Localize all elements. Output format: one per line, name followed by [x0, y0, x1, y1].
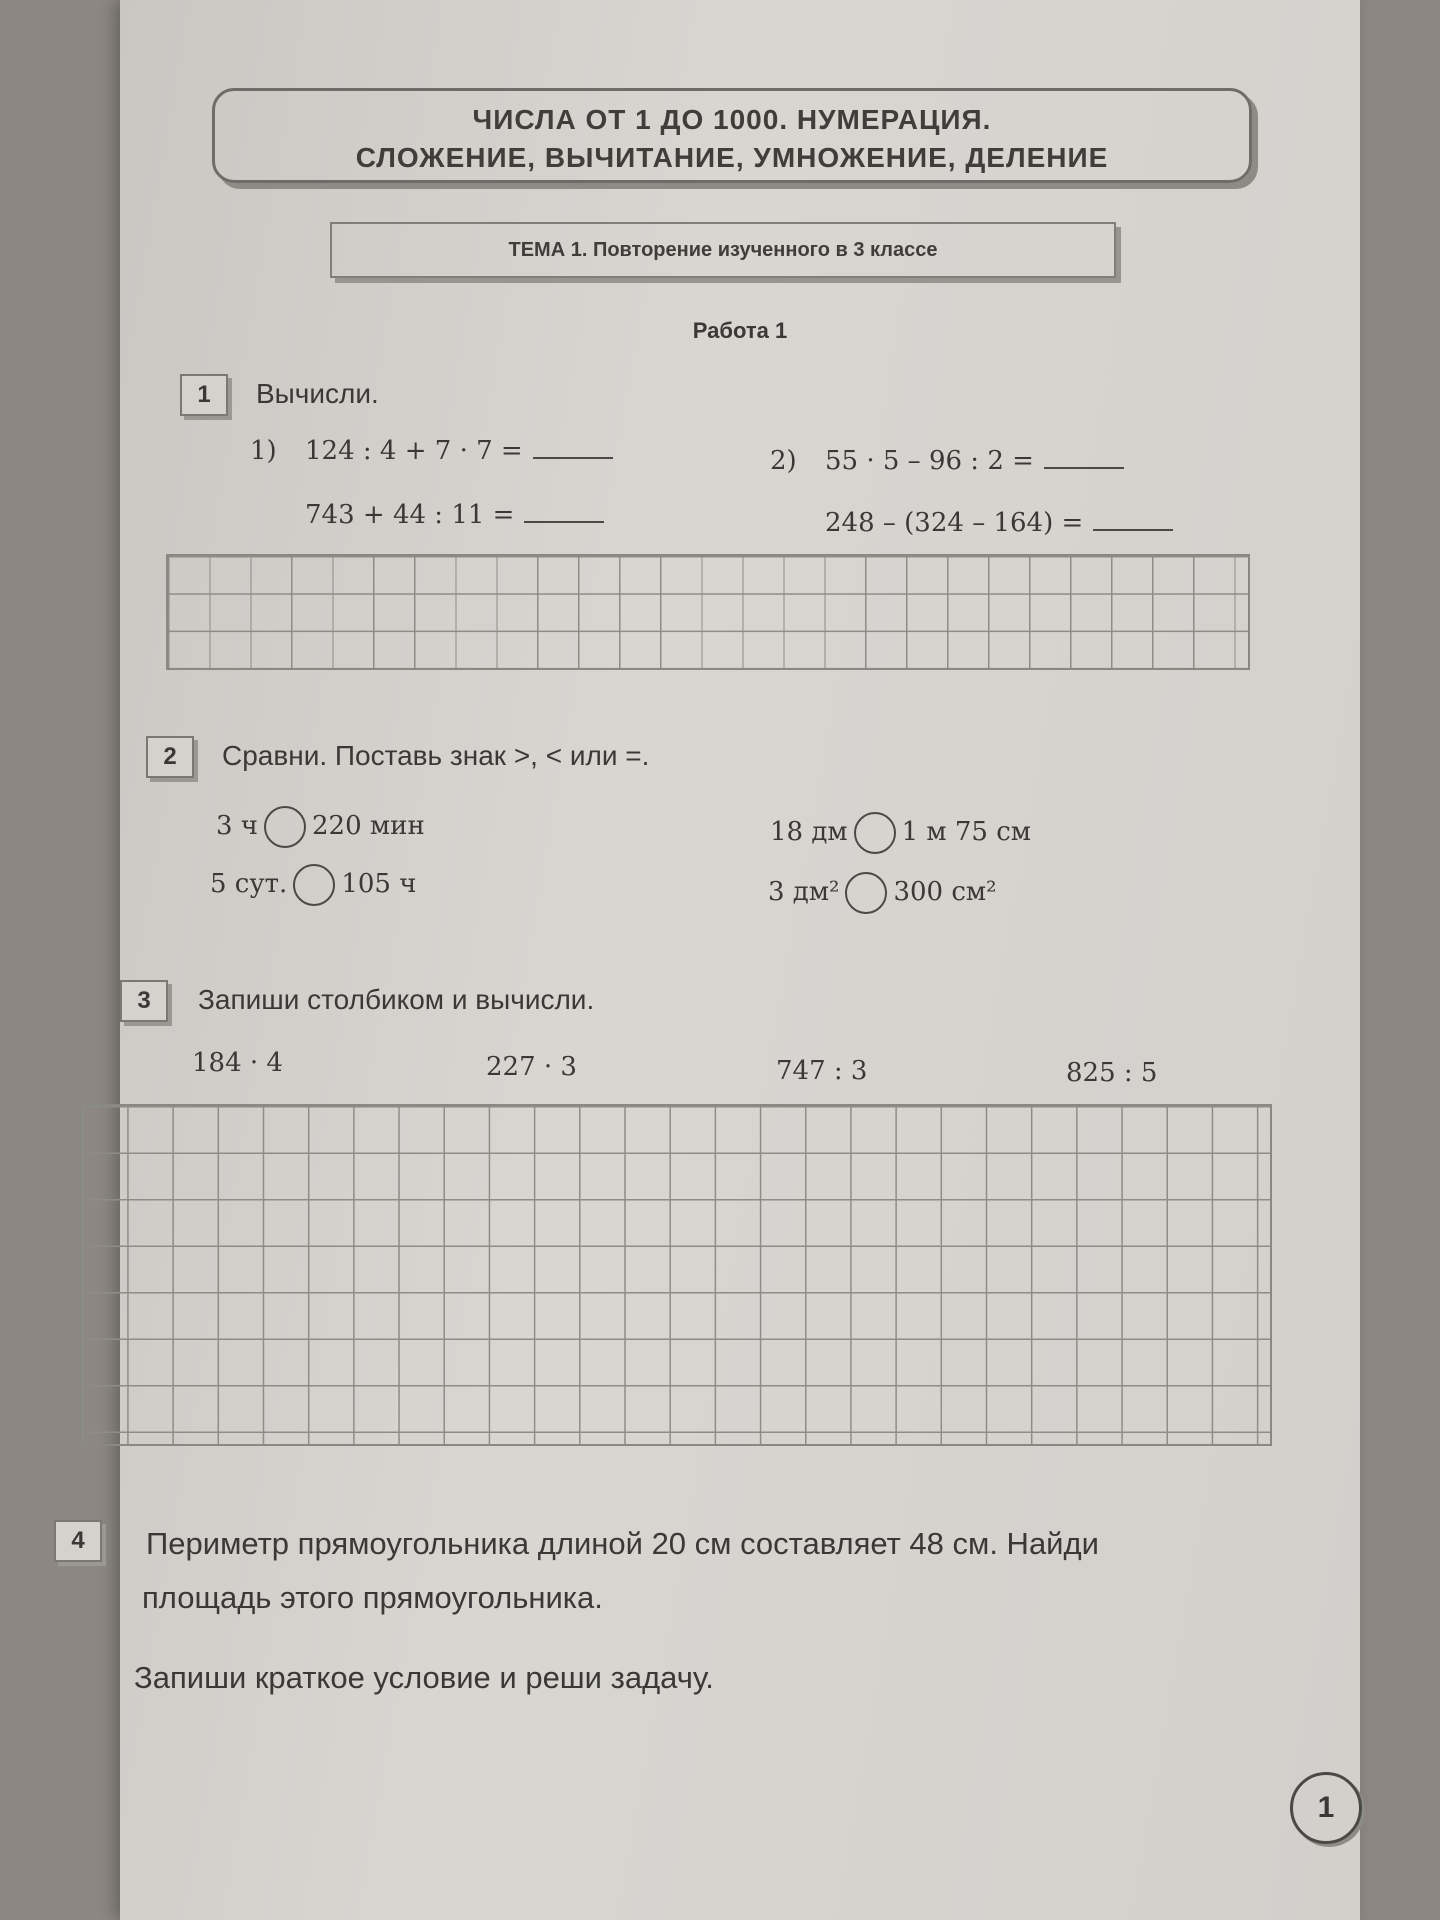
task-3-expr-4: 825 : 5: [1066, 1058, 1158, 1088]
task-3-expr-3: 747 : 3: [776, 1056, 868, 1086]
comparison-right: 1 м 75 см: [901, 817, 1032, 847]
task-1-label-1: 1): [250, 436, 277, 466]
topic-header: ТЕМА 1. Повторение изученного в 3 классе: [330, 222, 1116, 278]
comparison-left: 5 сут.: [210, 869, 288, 899]
comparison-right: 105 ч: [341, 869, 417, 899]
expr-text: 55 · 5 – 96 : 2 =: [825, 446, 1034, 476]
sign-circle[interactable]: [264, 806, 306, 848]
comparison-left: 3 дм²: [768, 877, 840, 907]
comparison-right: 300 см²: [893, 877, 997, 907]
task-1-expr-2b: [825, 508, 1173, 538]
comparison-left: 18 дм: [770, 817, 848, 847]
task-4-line-1: Периметр прямоугольника длиной 20 см составляет 48 см. Найди: [146, 1526, 1099, 1561]
comparison-4: [768, 872, 997, 914]
expr-text: 248 – (324 – 164) =: [825, 508, 1084, 538]
task-2-number: 2: [146, 736, 194, 778]
task-3-expr-1: 184 · 4: [192, 1048, 283, 1078]
chapter-header: [212, 88, 1252, 183]
task-1-text: Вычисли.: [256, 378, 379, 409]
sign-circle[interactable]: [854, 812, 896, 854]
comparison-left: 3 ч: [216, 811, 258, 841]
chapter-line-1: ЧИСЛА ОТ 1 ДО 1000. НУМЕРАЦИЯ.: [472, 104, 992, 135]
answer-blank[interactable]: [1093, 509, 1173, 531]
task-3-text: Запиши столбиком и вычисли.: [198, 984, 595, 1015]
task-3-grid[interactable]: [80, 1104, 1272, 1446]
workbook-page: [71, 0, 1360, 1920]
page-number: 1: [1290, 1772, 1362, 1844]
comparison-3: [770, 812, 1031, 854]
answer-blank[interactable]: [533, 437, 613, 459]
sign-circle[interactable]: [293, 864, 335, 906]
task-4-line-2: площадь этого прямоугольника.: [142, 1580, 603, 1615]
comparison-1: [216, 806, 425, 848]
task-2-text: Сравни. Поставь знак >, < или =.: [222, 740, 650, 771]
task-1-expr-1a: [305, 436, 613, 466]
expr-text: 743 + 44 : 11 =: [305, 500, 515, 530]
task-1-expr-1b: [305, 500, 604, 530]
work-title: Работа 1: [692, 318, 788, 343]
expr-text: 124 : 4 + 7 · 7 =: [305, 436, 523, 466]
task-4-line-3: Запиши краткое условие и реши задачу.: [134, 1660, 714, 1695]
task-3-expr-2: 227 · 3: [486, 1052, 577, 1082]
task-1-number: 1: [180, 374, 228, 416]
comparison-2: [210, 864, 416, 906]
task-1-expr-2a: [825, 446, 1124, 476]
task-4-number: 4: [54, 1520, 102, 1562]
task-3-number: 3: [120, 980, 168, 1022]
answer-blank[interactable]: [524, 501, 604, 523]
task-1-grid[interactable]: [166, 554, 1250, 670]
chapter-line-2: СЛОЖЕНИЕ, ВЫЧИТАНИЕ, УМНОЖЕНИЕ, ДЕЛЕНИЕ: [355, 142, 1109, 173]
comparison-right: 220 мин: [312, 811, 425, 841]
task-1-label-2: 2): [770, 446, 797, 476]
sign-circle[interactable]: [845, 872, 887, 914]
answer-blank[interactable]: [1044, 447, 1124, 469]
